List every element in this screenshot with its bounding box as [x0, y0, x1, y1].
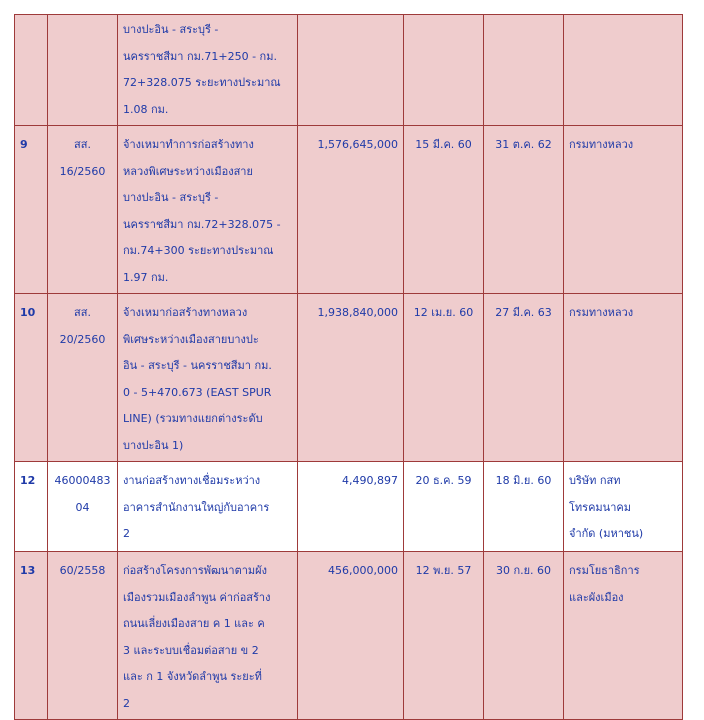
- end-date: [484, 15, 564, 126]
- agency-name: [564, 15, 683, 126]
- row-number: 12: [15, 462, 48, 552]
- contract-code: สส. 20/2560: [48, 294, 118, 462]
- table-row: [15, 462, 683, 552]
- contract-code: 46000483 04: [48, 462, 118, 552]
- contract-amount: 1,938,840,000: [298, 294, 404, 462]
- agency-name: กรมทางหลวง: [564, 126, 683, 294]
- agency-name: กรมโยธาธิการ และผังเมือง: [564, 552, 683, 720]
- end-date: 30 ก.ย. 60: [484, 552, 564, 720]
- end-date: 18 มิ.ย. 60: [484, 462, 564, 552]
- start-date: 12 พ.ย. 57: [404, 552, 484, 720]
- start-date: 12 เม.ย. 60: [404, 294, 484, 462]
- contract-amount: 1,576,645,000: [298, 126, 404, 294]
- agency-name: บริษัท กสท โทรคมนาคม จำกัด (มหาชน): [564, 462, 683, 552]
- contract-code: สส. 16/2560: [48, 126, 118, 294]
- table-row: [15, 126, 683, 294]
- row-number: 10: [15, 294, 48, 462]
- project-description: จ้างเหมาก่อสร้างทางหลวง พิเศษระหว่างเมืองสายบางปะ อิน - สระบุรี - นครราชสีมา กม. 0 - 5+470.673 (EAST SPUR LINE) (รวมทางแยกต่างระดับ บางปะอิน 1): [118, 294, 298, 462]
- contract-code: 60/2558: [48, 552, 118, 720]
- end-date: 31 ต.ค. 62: [484, 126, 564, 294]
- row-number: 9: [15, 126, 48, 294]
- project-description: ก่อสร้างโครงการพัฒนาตามผัง เมืองรวมเมืองลำพูน ค่าก่อสร้าง ถนนเลี่ยงเมืองสาย ค 1 และ ค 3 และระบบเชื่อมต่อสาย ข 2 และ ก 1 จังหวัดลำพูน ระยะที่ 2: [118, 552, 298, 720]
- end-date: 27 มี.ค. 63: [484, 294, 564, 462]
- agency-name: กรมทางหลวง: [564, 294, 683, 462]
- table-row: [15, 552, 683, 720]
- row-number: [15, 15, 48, 126]
- start-date: 15 มี.ค. 60: [404, 126, 484, 294]
- contract-amount: [298, 15, 404, 126]
- project-description: บางปะอิน - สระบุรี - นครราชสีมา กม.71+250 - กม. 72+328.075 ระยะทางประมาณ 1.08 กม.: [118, 15, 298, 126]
- contract-code: [48, 15, 118, 126]
- project-description: งานก่อสร้างทางเชื่อมระหว่าง อาคารสำนักงานใหญ่กับอาคาร 2: [118, 462, 298, 552]
- start-date: 20 ธ.ค. 59: [404, 462, 484, 552]
- table-row: [15, 294, 683, 462]
- start-date: [404, 15, 484, 126]
- contracts-table: [14, 14, 683, 720]
- row-number: 13: [15, 552, 48, 720]
- table-row: [15, 15, 683, 126]
- contract-amount: 4,490,897: [298, 462, 404, 552]
- contract-amount: 456,000,000: [298, 552, 404, 720]
- project-description: จ้างเหมาทำการก่อสร้างทาง หลวงพิเศษระหว่างเมืองสาย บางปะอิน - สระบุรี - นครราชสีมา กม.72+328.075 - กม.74+300 ระยะทางประมาณ 1.97 กม.: [118, 126, 298, 294]
